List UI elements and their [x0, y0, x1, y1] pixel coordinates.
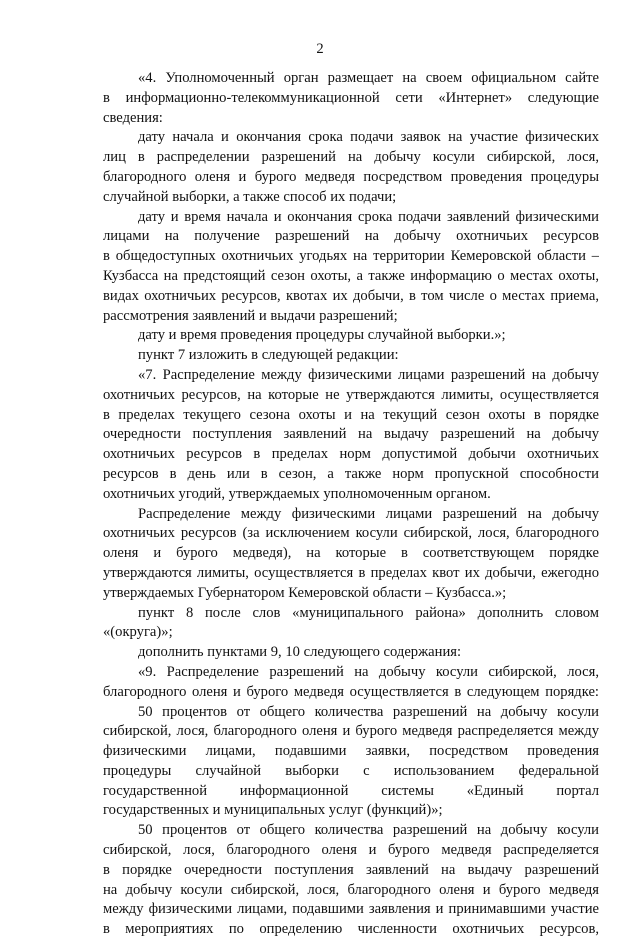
text-line: сибирской, лося, благородного оленя и бурого медведя распределяется	[103, 842, 599, 859]
text-line: в общедоступных охотничьих угодьях на территории Кемеровской области –	[103, 248, 599, 265]
text-line: «9. Распределение разрешений на добычу косули сибирской, лося,	[138, 663, 599, 680]
text-line: сибирской, лося, благородного оленя и бурого медведя распределяется между	[103, 723, 599, 740]
text-line: охотничьих ресурсов, на которые не утверждаются лимиты, осуществляется	[103, 386, 599, 403]
text-line: сведения:	[103, 109, 163, 126]
text-line: в мероприятиях по определению численности охотничьих ресурсов,	[103, 921, 599, 938]
text-line: в пределах текущего сезона охоты и на текущий сезон охоты в порядке	[103, 406, 599, 423]
text-line: ресурсов в день или в сезон, а также норм пропускной способности	[103, 465, 599, 482]
text-line: «7. Распределение между физическими лицами разрешений на добычу	[138, 366, 599, 383]
text-line: «4. Уполномоченный орган размещает на своем официальном сайте	[138, 70, 599, 86]
text-line: благородного оленя и бурого медведя осуществляется в следующем порядке:	[103, 683, 599, 700]
text-line: дополнить пунктами 9, 10 следующего содержания:	[138, 644, 462, 661]
text-line: утверждаются лимиты, осуществляется в пределах квот их добычи, ежегодно	[103, 564, 599, 581]
text-line: Кузбасса на предстоящий сезон охоты, а также информацию о местах охоты,	[103, 267, 599, 284]
text-line: дату и время начала и окончания срока подачи заявлений физическими	[138, 208, 599, 225]
text-line: на добычу косули сибирской, лося, благородного оленя и бурого медведя	[103, 881, 599, 898]
text-line: между физическими лицами, подавшими заявления и принимавшими участие	[103, 901, 599, 918]
text-line: в информационно-телекоммуникационной сети «Интернет» следующие	[103, 89, 599, 106]
text-line: дату и время проведения процедуры случайной выборки.»;	[138, 327, 506, 344]
text-line: случайной выборки, а также способ их подачи;	[103, 188, 397, 205]
text-line: рассмотрения заявлений и выдачи разрешений;	[103, 307, 398, 324]
text-line: лиц в распределении разрешений на добычу косули сибирской, лося,	[103, 149, 599, 166]
text-line: оленя и бурого медведя), на которые в соответствующем порядке	[103, 545, 599, 562]
text-line: лицами на получение разрешений на добычу охотничьих ресурсов	[103, 228, 599, 245]
text-line: очередности поступления заявлений на выдачу разрешений на добычу	[103, 426, 599, 443]
page-number: 2	[316, 41, 324, 57]
text-line: физическими лицами, подавшими заявки, посредством проведения	[103, 743, 599, 760]
text-line: «(округа)»;	[103, 624, 173, 641]
text-line: видах охотничьих ресурсов, квотах их добычи, в том числе о местах приема,	[103, 287, 599, 304]
text-line: государственной информационной системы «Единый портал	[103, 782, 599, 799]
text-line: Распределение между физическими лицами разрешений на добычу	[138, 505, 599, 522]
text-line: охотничьих ресурсов в пределах норм допустимой добычи охотничьих	[103, 446, 599, 463]
text-line: благородного оленя и бурого медведя посредством проведения процедуры	[103, 168, 599, 185]
text-line: государственных и муниципальных услуг (функций)»;	[103, 802, 443, 819]
text-line: процедуры случайной выборки с использованием федеральной	[103, 762, 599, 779]
document-body	[103, 69, 599, 940]
text-line: охотничьих ресурсов (за исключением косули сибирской, лося, благородного	[103, 525, 599, 542]
text-line: пункт 7 изложить в следующей редакции:	[138, 347, 399, 364]
text-line: утверждаемых Губернатором Кемеровской области – Кузбасса.»;	[103, 584, 507, 601]
text-line: в порядке очередности поступления заявлений на выдачу разрешений	[103, 861, 599, 878]
text-line: дату начала и окончания срока подачи заявок на участие физических	[138, 129, 599, 146]
text-line: охотничьих угодий, утверждаемых уполномоченным органом.	[103, 485, 491, 502]
text-line: 50 процентов от общего количества разрешений на добычу косули	[138, 703, 599, 720]
text-line: 50 процентов от общего количества разрешений на добычу косули	[138, 822, 599, 839]
text-line: пункт 8 после слов «муниципального района» дополнить словом	[138, 604, 599, 621]
